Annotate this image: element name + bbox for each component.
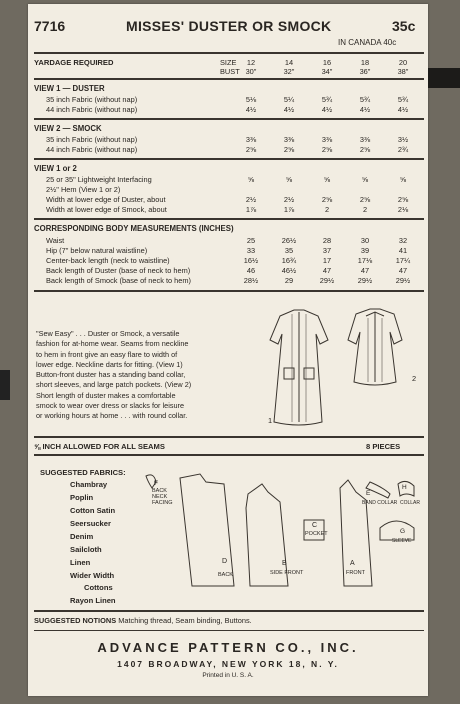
body-row-label: Hip (7" below natural waistline)	[46, 246, 148, 255]
table-cell: 33	[246, 246, 256, 255]
table-cell: 2⅝	[245, 145, 257, 154]
table-cell: 4½	[397, 105, 409, 114]
view1-row-label: 35 inch Fabric (without nap)	[46, 95, 138, 104]
piece-e-label: E	[366, 490, 371, 497]
table-cell: 4½	[321, 105, 333, 114]
table-cell: 47	[322, 266, 332, 275]
view12-row-label: 25 or 35" Lightweight Interfacing	[46, 175, 152, 184]
table-cell: 1⅞	[245, 205, 257, 214]
description-line: Button-front duster has a standing band collar,	[36, 370, 186, 380]
table-cell: 4½	[283, 105, 295, 114]
size-18: 18	[360, 58, 370, 67]
table-cell: 16½	[243, 256, 259, 265]
piece-c-text: POCKET	[305, 531, 328, 537]
company-address: 1407 BROADWAY, NEW YORK 18, N. Y.	[117, 659, 339, 669]
table-cell: ⅝	[247, 175, 255, 184]
table-cell: 5¾	[397, 95, 409, 104]
table-cell: 2⅝	[359, 195, 371, 204]
view12-row-label: Width at lower edge of Duster, about	[46, 195, 166, 204]
table-cell: 3½	[397, 135, 409, 144]
view1-row-label: 44 inch Fabric (without nap)	[46, 105, 138, 114]
table-cell: 17⅛	[357, 256, 373, 265]
table-cell: 25	[246, 236, 256, 245]
description-line: Short length of duster makes a comfortable	[36, 390, 176, 400]
table-cell: 5⅛	[245, 95, 257, 104]
bust-36: 36"	[359, 67, 371, 76]
piece-e-text: BAND COLLAR	[362, 500, 398, 506]
divider	[34, 630, 424, 631]
piece-c-label: C	[312, 522, 318, 529]
view12-row-label: 2½" Hem (View 1 or 2)	[46, 185, 121, 194]
divider	[34, 436, 424, 438]
size-12: 12	[246, 58, 256, 67]
size-16: 16	[322, 58, 332, 67]
bust-32: 32"	[283, 67, 295, 76]
view2-title: VIEW 2 — SMOCK	[34, 124, 102, 133]
view1-title: VIEW 1 — DUSTER	[34, 84, 105, 93]
view12-title: VIEW 1 or 2	[34, 164, 77, 173]
bust-label: BUST	[220, 67, 240, 76]
piece-f-text-line: FACING	[152, 500, 173, 506]
description-line: short sleeves, and large patch pockets. (View 2)	[36, 380, 192, 390]
table-cell: 1⅞	[283, 205, 295, 214]
piece-a-text: FRONT	[346, 570, 365, 576]
notions-label: SUGGESTED NOTIONS	[34, 616, 117, 625]
bust-34: 34"	[321, 67, 333, 76]
envelope-edge-mark	[0, 370, 10, 400]
table-cell: 26½	[281, 236, 297, 245]
piece-d-text: BACK	[218, 572, 233, 578]
divider	[34, 290, 424, 292]
view12-row-label: Width at lower edge of Smock, about	[46, 205, 167, 214]
canada-price: IN CANADA 40c	[338, 38, 397, 47]
table-cell: 3⅜	[321, 135, 333, 144]
table-cell: 29	[284, 276, 294, 285]
table-cell: 29½	[395, 276, 411, 285]
table-cell: 5¾	[359, 95, 371, 104]
piece-b-text: SIDE FRONT	[270, 570, 304, 576]
divider	[34, 610, 424, 612]
notions-text: Matching thread, Seam binding, Buttons.	[118, 616, 252, 625]
description-line: lower edge. Neckline darts for fitting. (View 1)	[36, 359, 183, 369]
table-cell: 2½	[283, 195, 295, 204]
table-cell: 17	[322, 256, 332, 265]
divider	[34, 454, 424, 456]
table-cell: 28½	[243, 276, 259, 285]
divider	[34, 158, 424, 160]
table-cell: 17¼	[395, 256, 411, 265]
table-cell: 30	[360, 236, 370, 245]
piece-g-text: SLEEVE	[392, 538, 412, 544]
divider	[34, 78, 424, 80]
fabric-item: Wider Width	[70, 571, 115, 580]
table-cell: 16¾	[281, 256, 297, 265]
table-cell: 28	[322, 236, 332, 245]
table-cell: 41	[398, 246, 408, 255]
piece-count: 8 PIECES	[366, 442, 401, 451]
table-cell: 3⅜	[283, 135, 295, 144]
table-cell: ⅝	[285, 175, 293, 184]
description-line: to hem in front give an easy flare to width of	[36, 349, 178, 359]
size-label: SIZE	[220, 58, 237, 67]
bust-30: 30"	[245, 67, 257, 76]
fabric-item: Sailcloth	[70, 545, 102, 554]
table-cell: ⅝	[323, 175, 331, 184]
piece-f-text-line: NECK	[152, 494, 168, 500]
size-20: 20	[398, 58, 408, 67]
price: 35c	[392, 18, 416, 34]
fabric-item: Rayon Linen	[70, 596, 116, 605]
table-cell: 29½	[357, 276, 373, 285]
company-footer	[28, 640, 428, 679]
description-line: or working hours at home . . . with round collar.	[36, 411, 188, 421]
table-cell: 5¼	[283, 95, 295, 104]
fabric-item: Poplin	[70, 493, 94, 502]
garment-sketch	[252, 304, 428, 434]
fabrics-title: SUGGESTED FABRICS:	[40, 468, 126, 477]
table-cell: 46½	[281, 266, 297, 275]
piece-d-label: D	[222, 558, 228, 565]
description-line: "Sew Easy" . . . Duster or Smock, a versatile	[36, 329, 180, 338]
table-cell: 4½	[359, 105, 371, 114]
view-number-2: 2	[412, 374, 417, 383]
table-cell: ⅝	[399, 175, 407, 184]
table-cell: 47	[398, 266, 408, 275]
table-cell: 32	[398, 236, 408, 245]
piece-h-label: H	[402, 484, 407, 491]
table-cell: 2⅝	[359, 145, 371, 154]
body-row-label: Waist	[46, 236, 65, 245]
piece-d-back	[180, 474, 234, 586]
table-cell: 3⅜	[359, 135, 371, 144]
table-cell: 2	[324, 205, 330, 214]
seam-allowance: ⅝ INCH ALLOWED FOR ALL SEAMS	[34, 442, 165, 451]
fabric-item: Linen	[70, 558, 91, 567]
company-name: ADVANCE PATTERN CO., INC.	[97, 640, 359, 655]
table-cell: 2	[362, 205, 368, 214]
table-cell: 37	[322, 246, 332, 255]
fabric-item: Seersucker	[70, 519, 111, 528]
table-cell: 2¾	[397, 145, 409, 154]
pattern-number: 7716	[34, 18, 66, 34]
pattern-title: MISSES' DUSTER OR SMOCK	[126, 18, 332, 34]
table-cell: 35	[284, 246, 294, 255]
view2-row-label: 44 inch Fabric (without nap)	[46, 145, 138, 154]
table-cell: 2½	[245, 195, 257, 204]
body-measurements-title: CORRESPONDING BODY MEASUREMENTS (INCHES)	[34, 224, 234, 233]
size-14: 14	[284, 58, 294, 67]
yardage-label: YARDAGE REQUIRED	[34, 58, 114, 67]
fabric-item: Cottons	[84, 583, 113, 592]
envelope-tab	[428, 68, 460, 88]
view-number-1: 1	[268, 416, 273, 425]
piece-f-text	[152, 488, 172, 506]
table-cell: 2⅝	[283, 145, 295, 154]
table-cell: 39	[360, 246, 370, 255]
bust-38: 38"	[397, 67, 409, 76]
table-cell: 46	[246, 266, 256, 275]
fabric-item: Denim	[70, 532, 94, 541]
piece-g-label: G	[400, 528, 406, 535]
table-cell: ⅝	[361, 175, 369, 184]
pattern-envelope-back	[28, 4, 428, 696]
body-row-label: Back length of Duster (base of neck to hem)	[46, 266, 191, 275]
description-line: smock to wear over dress or slacks for leisure	[36, 401, 185, 411]
table-cell: 47	[360, 266, 370, 275]
table-cell: 2⅝	[321, 195, 333, 204]
piece-f-label: F	[154, 480, 158, 487]
divider	[34, 52, 424, 54]
table-cell: 29½	[319, 276, 335, 285]
body-row-label: Center-back length (neck to waistline)	[46, 256, 170, 265]
table-cell: 2⅝	[397, 195, 409, 204]
divider	[34, 218, 424, 220]
table-cell: 5¾	[321, 95, 333, 104]
description-line: fashion for at-home wear. Seams from neckline	[36, 339, 189, 349]
piece-f-text-line: BACK	[152, 488, 167, 494]
fabric-item: Chambray	[70, 480, 108, 489]
piece-b-label: B	[282, 560, 287, 567]
table-cell: 4½	[245, 105, 257, 114]
piece-h-text: COLLAR	[400, 500, 421, 506]
piece-a-label: A	[350, 560, 355, 567]
body-row-label: Back length of Smock (base of neck to hem)	[46, 276, 192, 285]
fabric-item: Cotton Satin	[70, 506, 116, 515]
table-cell: 3⅜	[245, 135, 257, 144]
table-cell: 2⅝	[321, 145, 333, 154]
table-cell: 2⅛	[397, 205, 409, 214]
description	[36, 329, 248, 422]
notions	[34, 616, 252, 625]
divider	[34, 118, 424, 120]
view2-row-label: 35 inch Fabric (without nap)	[46, 135, 138, 144]
printed-in: Printed in U. S. A.	[202, 672, 254, 679]
